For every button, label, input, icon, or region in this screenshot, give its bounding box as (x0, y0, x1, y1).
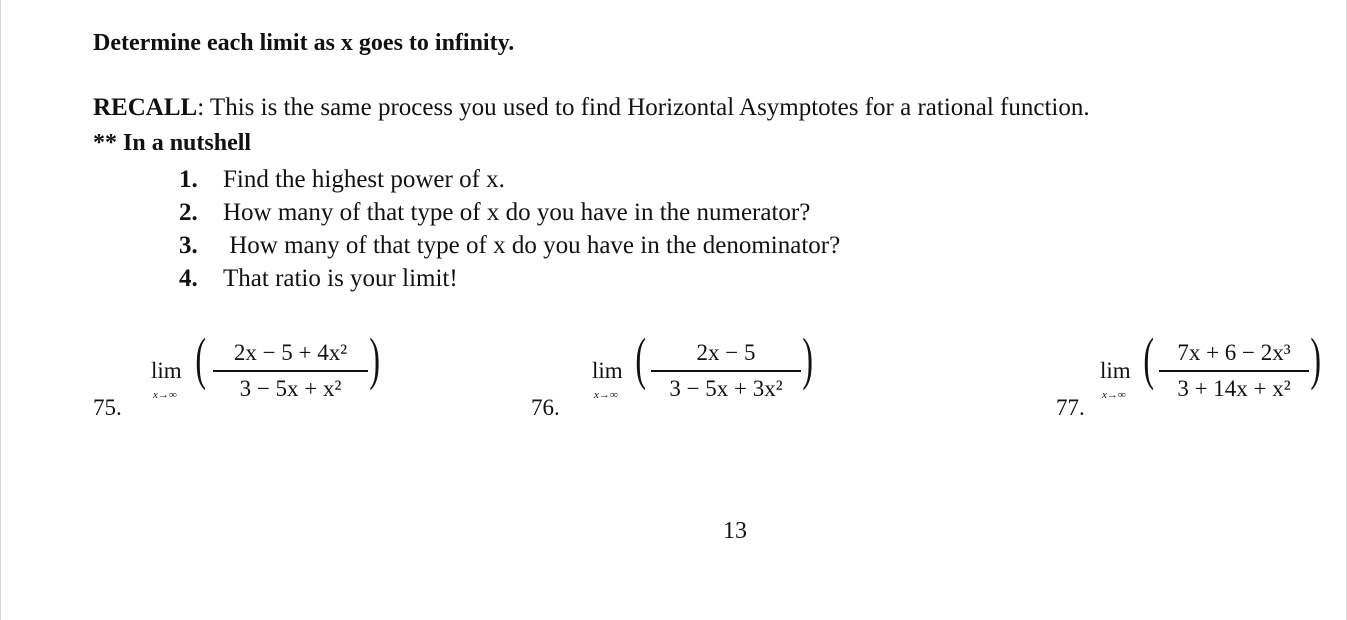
limit-fraction (213, 340, 368, 402)
step-item (179, 229, 840, 262)
fraction-denominator: 3 − 5x + x² (239, 375, 342, 401)
limit-operator: lim (151, 358, 182, 383)
step-item (179, 262, 840, 295)
step-text: That ratio is your limit! (223, 265, 458, 292)
limit-fraction (651, 340, 801, 402)
limit-fraction (1159, 340, 1309, 402)
step-item (179, 163, 840, 196)
left-paren: ( (635, 326, 646, 391)
recall-note (93, 94, 1090, 122)
step-text: How many of that type of x do you have in the denominator? (223, 232, 841, 259)
fraction-denominator: 3 − 5x + 3x² (669, 375, 783, 401)
left-paren: ( (195, 326, 206, 391)
limit-operator: lim (1100, 358, 1131, 383)
limit-subscript: x→∞ (1102, 389, 1126, 401)
step-item (179, 196, 840, 229)
step-text: Find the highest power of x. (223, 166, 505, 193)
fraction-bar (213, 370, 368, 372)
fraction-numerator: 2x − 5 + 4x² (233, 340, 348, 365)
fraction-bar (1159, 370, 1309, 372)
problem-number: 75. (93, 395, 122, 420)
nutshell-heading: ** In a nutshell (93, 130, 252, 156)
right-paren: ) (369, 326, 380, 391)
step-number: 2. (179, 199, 198, 226)
left-paren: ( (1143, 326, 1154, 391)
fraction-numerator: 7x + 6 − 2x³ (1177, 340, 1291, 365)
problem-number: 77. (1056, 395, 1085, 420)
fraction-numerator: 2x − 5 (696, 340, 756, 365)
limit-operator: lim (592, 358, 623, 383)
recall-text: : This is the same process you used to find Horizontal Asymptotes for a rational function. (197, 94, 1090, 121)
fraction-denominator: 3 + 14x + x² (1177, 375, 1291, 401)
right-paren: ) (802, 326, 813, 391)
problem-number: 76. (531, 395, 560, 420)
steps-list (179, 163, 840, 295)
recall-label: RECALL (93, 94, 198, 121)
step-text: How many of that type of x do you have in the numerator? (223, 199, 811, 226)
limit-subscript: x→∞ (594, 389, 618, 401)
instruction-heading: Determine each limit as x goes to infinity. (93, 30, 515, 56)
step-number: 3. (179, 232, 198, 259)
page-number: 13 (723, 518, 747, 544)
limit-subscript: x→∞ (153, 389, 177, 401)
fraction-bar (651, 370, 801, 372)
step-number: 1. (179, 166, 198, 193)
step-number: 4. (179, 265, 198, 292)
right-paren: ) (1310, 326, 1321, 391)
